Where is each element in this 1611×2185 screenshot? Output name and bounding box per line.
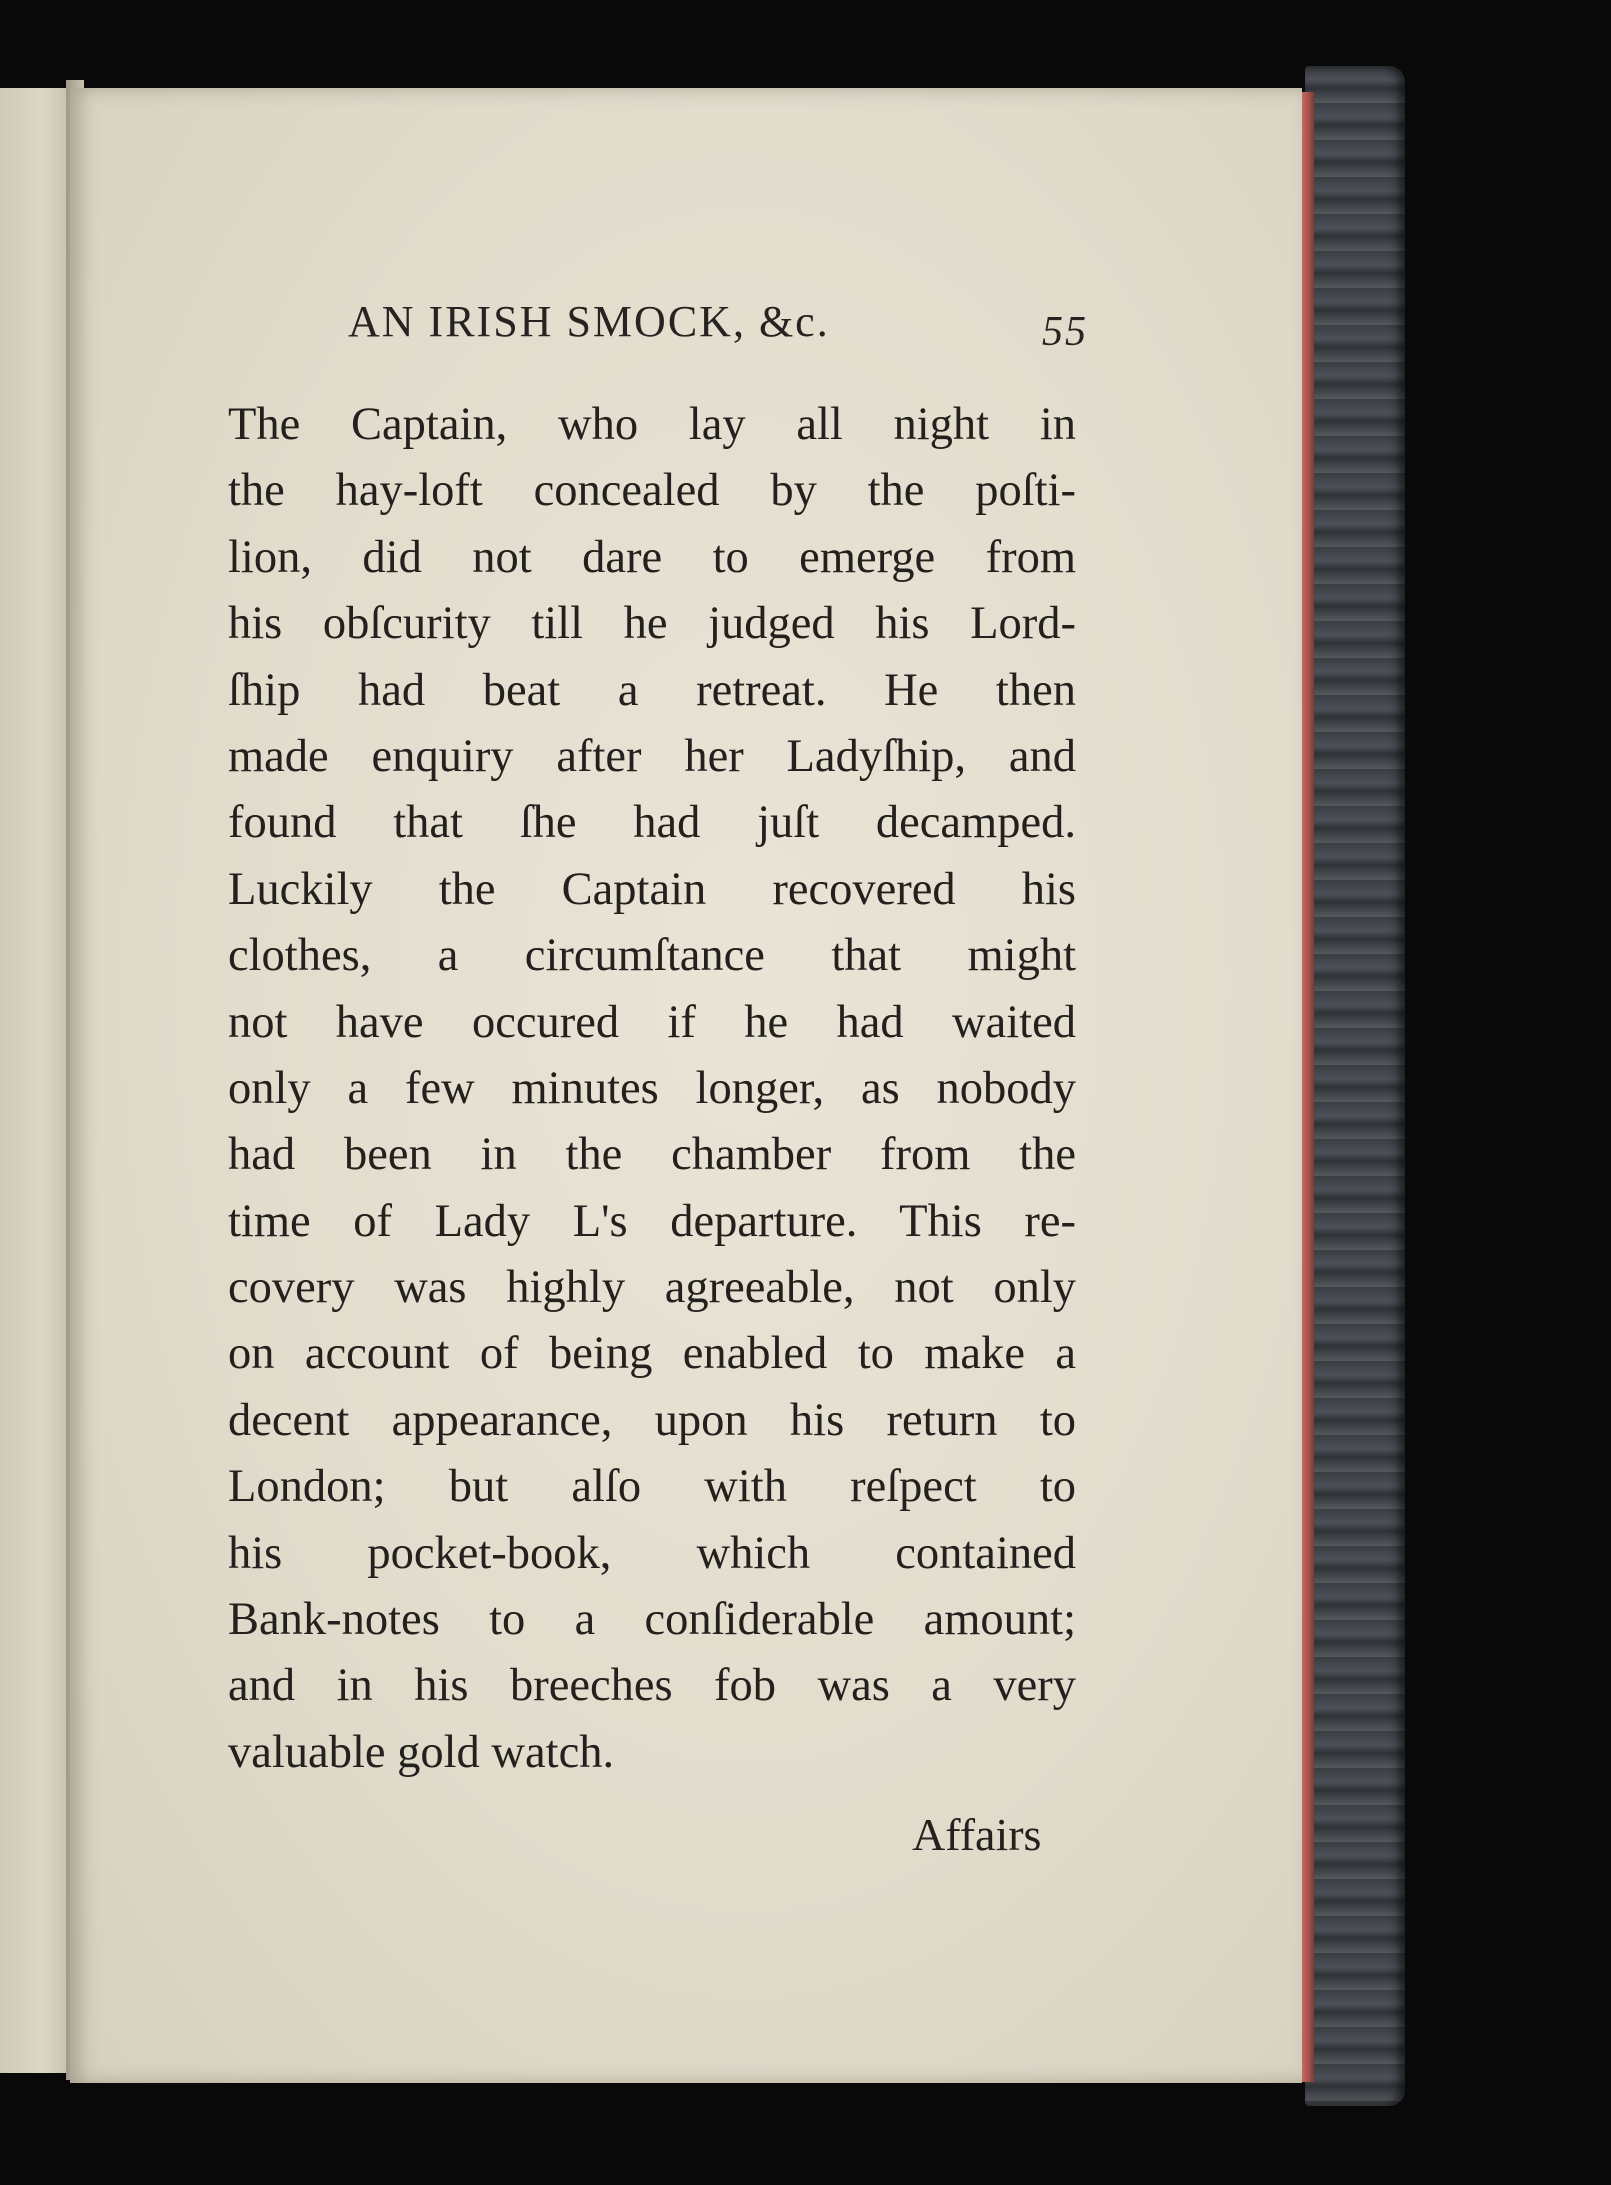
text-line: The Captain, who lay all night in [228, 399, 1076, 450]
text-line: Bank-notes to a conſiderable amount; [228, 1594, 1076, 1646]
text-line: Luckily the Captain recovered his [228, 863, 1076, 915]
book-cover [1305, 66, 1405, 2106]
text-line: found that ſhe had juſt decamped. [228, 797, 1076, 849]
body-text [228, 392, 1076, 1786]
text-line: valuable gold watch. [228, 1726, 615, 1778]
page-edges [1300, 92, 1314, 2082]
page-number: 55 [1042, 309, 1088, 355]
text-line: had been in the chamber from the [228, 1129, 1076, 1181]
catchword: Affairs [912, 1809, 1042, 1860]
text-line: ſhip had beat a retreat. He then [228, 664, 1076, 716]
text-line: lion, did not dare to emerge from [228, 531, 1076, 583]
page-header [348, 290, 1088, 360]
text-line: not have occured if he had waited [228, 996, 1076, 1048]
text-line: his pocket-book, which contained [228, 1527, 1076, 1579]
previous-page-edge [0, 88, 72, 2073]
text-line: made enquiry after her Ladyſhip, and [228, 730, 1076, 782]
text-line: London; but alſo with reſpect to [228, 1461, 1076, 1513]
text-line: and in his breeches fob was a very [228, 1660, 1076, 1712]
text-line: his obſcurity till he judged his Lord- [228, 598, 1076, 650]
text-line: only a few minutes longer, as nobody [228, 1062, 1076, 1114]
text-line: decent appearance, upon his return to [228, 1394, 1076, 1446]
text-line: covery was highly agreeable, not only [228, 1262, 1076, 1314]
text-line: the hay-loft concealed by the poſti- [228, 465, 1076, 517]
running-head: AN IRISH SMOCK, &c. [348, 297, 830, 346]
text-line: on account of being enabled to make a [228, 1328, 1076, 1380]
text-line: time of Lady L's departure. This re- [228, 1195, 1076, 1247]
text-line: clothes, a circumſtance that might [228, 930, 1076, 982]
